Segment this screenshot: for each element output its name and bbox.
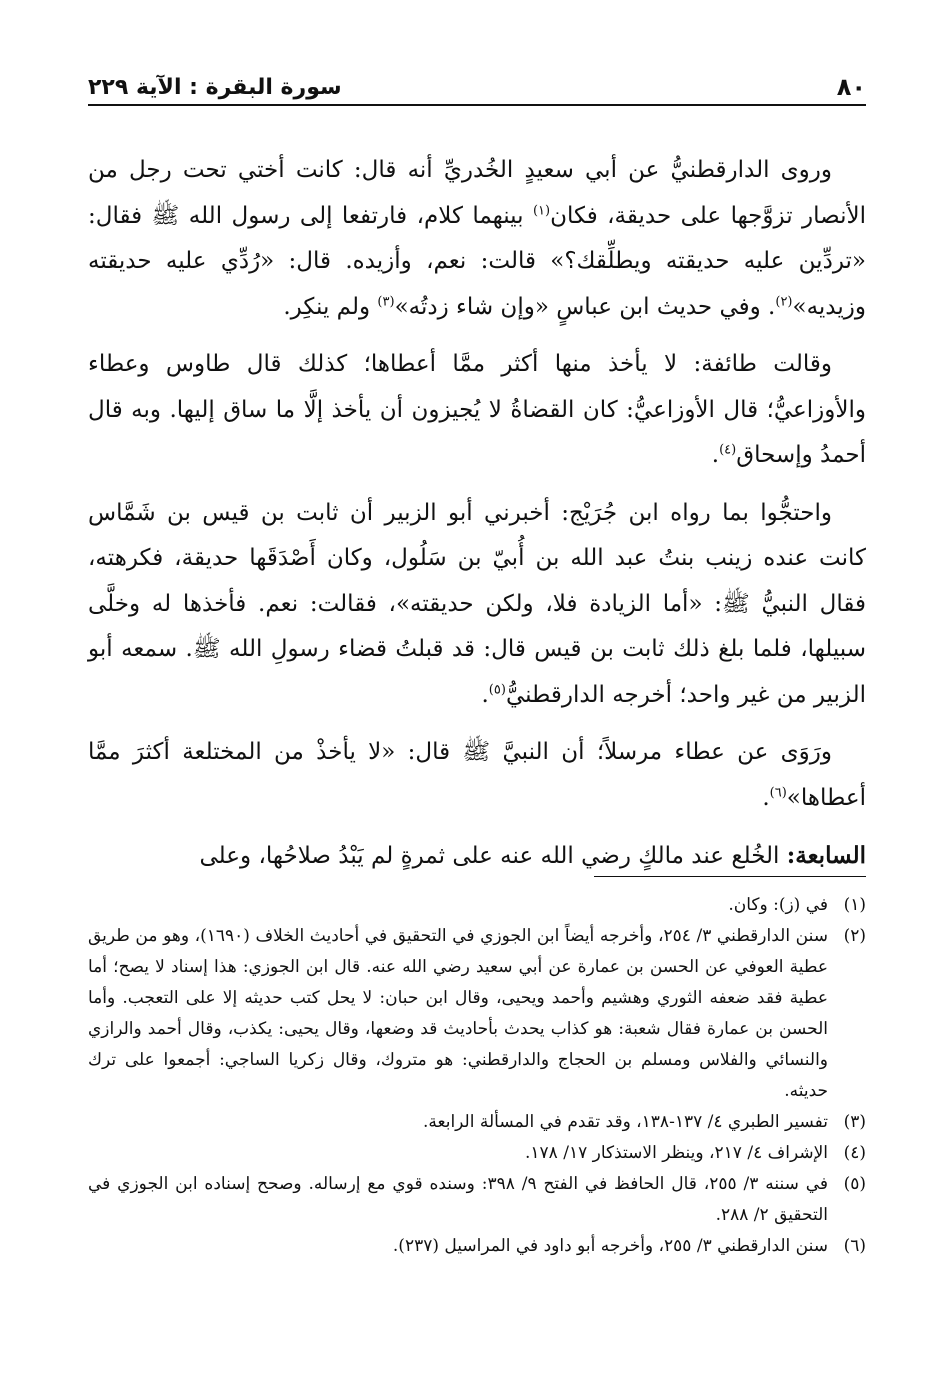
- paragraph-text: بينهما كلام، فارتفعا إلى رسول الله ﷺ فقال: «تردِّين عليه حديقته ويطلِّقك؟» قالت: نعم، وأزيده. قال: «رُدِّي عليه حديقته وزيديه»: [88, 202, 866, 320]
- footnote-separator: [594, 876, 866, 877]
- footnote-text: في سننه ٣/ ٢٥٥، قال الحافظ في الفتح ٩/ ٣٩٨: وسنده قوي مع إرساله. وصحح إسناده ابن الجوزي في التحقيق ٢/ ٢٨٨.: [88, 1174, 828, 1225]
- footnote-text: الإشراف ٤/ ٢١٧، وينظر الاستذكار ١٧/ ١٧٨.: [525, 1143, 828, 1163]
- footnote-number: (٢): [843, 926, 866, 946]
- paragraph-4: [88, 730, 866, 821]
- paragraph-3: [88, 491, 866, 719]
- footnote: [88, 1138, 866, 1169]
- footnote: [88, 1107, 866, 1138]
- footnote-ref: (٢): [775, 293, 793, 309]
- footnote-number: (١): [843, 895, 866, 915]
- paragraph-text: .: [481, 681, 489, 708]
- footnote-number: (٦): [843, 1236, 866, 1256]
- paragraph-text: ولم ينكِر.: [283, 293, 378, 320]
- footnote: [88, 890, 866, 921]
- main-text: [88, 148, 866, 892]
- page-header: [88, 70, 866, 106]
- page-number: ٨٠: [836, 73, 866, 101]
- paragraph-text: واحتجُّوا بما رواه ابن جُرَيْج: أخبرني أبو الزبير أن ثابت بن قيس بن شَمَّاس كانت عنده زينب بنتُ عبد الله بن أُبيّ بن سَلُول، وكان أَصْدَقَها حديقة، فكرهته، فقال النبيُّ ﷺ: «أما الزيادة فلا، ولكن حديقته»، فقالت: نعم. فأخذها له وخلَّى سبيلها، فلما بلغ ذلك ثابت بن قيس قال: قد قبلتُ قضاء رسولِ الله ﷺ. سمعه أبو الزبير من غير واحد؛ أخرجه الدارقطنيُّ: [88, 499, 866, 708]
- paragraph-text: .: [711, 442, 720, 468]
- paragraph-text: وقالت طائفة: لا يأخذ منها أكثر ممَّا أعطاها؛ كذلك قال طاوس وعطاء والأوزاعيُّ؛ قال الأوزاعيُّ: كان القضاةُ لا يُجيزون أن يأخذ إلَّا ما ساق إليها. وبه قال أحمدُ وإسحاق: [88, 351, 867, 468]
- footnote-ref: (٣): [377, 293, 395, 309]
- footnote-text: سنن الدارقطني ٣/ ٢٥٤، وأخرجه أيضاً ابن الجوزي في التحقيق في أحاديث الخلاف (١٦٩٠)، وهو من طريق عطية العوفي عن الحسن بن عمارة عن أبي سعيد رضي الله عنه. قال ابن الجوزي: هذا إسناد لا يصح؛ أما عطية فقد ضعفه الثوري وهشيم وأحمد ويحيى، وقال ابن حبان: لا يحل كتب حديثه إلا على التعجب. وأما الحسن بن عمارة فقال شعبة: هو كذاب يحدث بأحاديث قد وضعها، وقال يحيى: يكذب، وقال أحمد والرازي والنسائي والفلاس ومسلم بن الحجاج والدارقطني: هو متروك، وقال زكريا الساجي: أجمعوا على ترك حديثه.: [88, 926, 828, 1101]
- footnote-number: (٤): [843, 1143, 866, 1163]
- footnote-number: (٣): [843, 1112, 866, 1132]
- footnote-text: سنن الدارقطني ٣/ ٢٥٥، وأخرجه أبو داود في المراسيل (٢٣٧).: [392, 1236, 828, 1256]
- paragraph-text: ورَوَى عن عطاء مرسلاً؛ أن النبيَّ ﷺ قال: «لا يأخذْ من المختلعة أكثرَ ممَّا أعطاها»: [88, 739, 866, 811]
- running-title: سورة البقرة : الآية ٢٢٩: [88, 74, 342, 100]
- footnote-text: تفسير الطبري ٤/ ١٣٧-١٣٨، وقد تقدم في المسألة الرابعة.: [423, 1112, 828, 1132]
- paragraph-text: الخُلع عند مالكٍ رضي الله عنه على ثمرةٍ لم يَبْدُ صلاحُها، وعلى: [199, 843, 787, 869]
- footnote-ref: (٥): [488, 681, 506, 697]
- footnote-ref: (٦): [769, 784, 787, 800]
- footnotes: [88, 890, 866, 1262]
- footnote: [88, 1169, 866, 1231]
- section-heading: السابعة:: [786, 842, 866, 869]
- footnote: [88, 921, 866, 1107]
- paragraph-5: [88, 833, 866, 880]
- paragraph-text: .: [762, 784, 770, 811]
- footnote: [88, 1231, 866, 1262]
- footnote-number: (٥): [843, 1174, 866, 1194]
- paragraph-2: [88, 342, 866, 479]
- footnote-ref: (١): [532, 202, 551, 218]
- paragraph-text: وروى الدارقطنيُّ عن أبي سعيدٍ الخُدريِّ أنه قال: كانت أختي تحت رجل من الأنصار تزوَّجها على حديقة، فكان: [88, 157, 866, 229]
- paragraph-1: [88, 148, 866, 330]
- footnote-ref: (٤): [719, 442, 737, 458]
- footnote-text: في (ز): وكان.: [728, 895, 828, 915]
- paragraph-text: . وفي حديث ابن عباسٍ «وإن شاء زدتُه»: [394, 293, 776, 320]
